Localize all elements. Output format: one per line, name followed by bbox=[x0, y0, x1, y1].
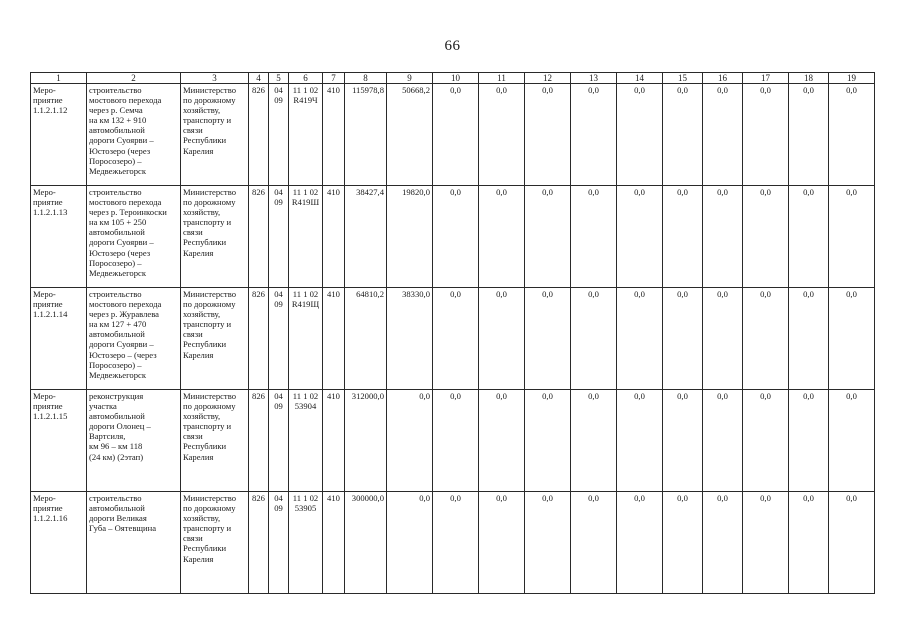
column-header-16: 16 bbox=[703, 73, 743, 84]
responsible-org-cell-line: связи bbox=[183, 431, 203, 442]
measure-name-cell-line: через р. Тероинкоски bbox=[89, 207, 167, 218]
measure-name-cell-line: мостового перехода bbox=[89, 95, 162, 106]
column-header-6: 6 bbox=[289, 73, 323, 84]
amount-col15-cell: 0,0 bbox=[663, 492, 703, 594]
amount-col15-cell: 0,0 bbox=[663, 84, 703, 186]
amount-col10-cell: 0,0 bbox=[433, 84, 479, 186]
table-header-row bbox=[31, 73, 875, 84]
responsible-org-cell-line: транспорту и bbox=[183, 115, 232, 126]
amount-col10-cell: 0,0 bbox=[433, 288, 479, 390]
amount-col19-cell: 0,0 bbox=[829, 288, 875, 390]
measure-name-cell-line: дороги Суоярви – bbox=[89, 135, 154, 146]
target-article-cell bbox=[289, 84, 323, 186]
measure-id-cell-line: приятие bbox=[33, 95, 63, 106]
measure-name-cell-line: мостового перехода bbox=[89, 299, 162, 310]
measure-name-cell-line: на км 105 + 250 bbox=[89, 217, 147, 228]
column-header-18: 18 bbox=[789, 73, 829, 84]
target-article-cell-line: 53904 bbox=[294, 401, 317, 412]
table-row bbox=[31, 288, 875, 390]
measure-name-cell-line: (24 км) (2этап) bbox=[89, 451, 144, 462]
table-row bbox=[31, 186, 875, 288]
table-row bbox=[31, 390, 875, 492]
measure-name-cell bbox=[87, 492, 181, 594]
measure-name-cell bbox=[87, 84, 181, 186]
responsible-org-cell-line: по дорожному bbox=[183, 197, 236, 208]
table-row bbox=[31, 492, 875, 594]
amount-col18-cell: 0,0 bbox=[789, 390, 829, 492]
measure-id-cell bbox=[31, 186, 87, 288]
amount-col12-cell: 0,0 bbox=[525, 492, 571, 594]
amount-col16-cell: 0,0 bbox=[703, 186, 743, 288]
amount-col13-cell: 0,0 bbox=[571, 288, 617, 390]
amount-col15-cell: 0,0 bbox=[663, 390, 703, 492]
responsible-org-cell-line: связи bbox=[183, 533, 203, 544]
responsible-org-cell-line: по дорожному bbox=[183, 299, 236, 310]
measure-name-cell-line: Медвежьегорск bbox=[89, 267, 146, 278]
measure-name-cell-line: Вартсиля, bbox=[89, 431, 126, 442]
measure-name-cell-line: Юстозеро – (через bbox=[89, 349, 157, 360]
measure-id-cell-line: приятие bbox=[33, 197, 63, 208]
responsible-org-cell-line: хозяйству, bbox=[183, 513, 221, 524]
table-row bbox=[31, 84, 875, 186]
measure-id-cell-line: 1.1.2.1.12 bbox=[33, 105, 68, 116]
amount-col11-cell: 0,0 bbox=[479, 186, 525, 288]
target-article-cell-line: R419Щ bbox=[291, 299, 320, 310]
amount-col13-cell: 0,0 bbox=[571, 492, 617, 594]
target-article-cell-line: 11 1 02 bbox=[292, 187, 319, 197]
measure-name-cell-line: Юстозеро (через bbox=[89, 145, 151, 156]
measure-id-cell bbox=[31, 84, 87, 186]
measure-name-cell-line: дороги Суоярви – bbox=[89, 237, 154, 248]
amount-col8-cell: 115978,8 bbox=[345, 84, 387, 186]
amount-col8-cell: 312000,0 bbox=[345, 390, 387, 492]
responsible-org-cell bbox=[181, 492, 249, 594]
amount-col8-cell: 64810,2 bbox=[345, 288, 387, 390]
amount-col18-cell: 0,0 bbox=[789, 186, 829, 288]
measure-name-cell-line: мостового перехода bbox=[89, 197, 162, 208]
section-code-cell-line: 04 bbox=[274, 391, 283, 401]
expense-type-cell: 410 bbox=[323, 492, 345, 594]
responsible-org-cell-line: Карелия bbox=[183, 451, 214, 462]
amount-col11-cell: 0,0 bbox=[479, 84, 525, 186]
responsible-org-cell-line: Министерство bbox=[183, 493, 236, 503]
target-article-cell bbox=[289, 186, 323, 288]
section-code-cell bbox=[269, 84, 289, 186]
amount-col15-cell: 0,0 bbox=[663, 186, 703, 288]
responsible-org-cell bbox=[181, 390, 249, 492]
target-article-cell bbox=[289, 288, 323, 390]
measure-name-cell-line: участка bbox=[89, 401, 117, 412]
responsible-org-cell-line: по дорожному bbox=[183, 401, 236, 412]
amount-col16-cell: 0,0 bbox=[703, 84, 743, 186]
amount-col10-cell: 0,0 bbox=[433, 492, 479, 594]
measure-name-cell bbox=[87, 186, 181, 288]
measure-name-cell-line: через р. Журавлева bbox=[89, 309, 159, 320]
responsible-org-cell-line: связи bbox=[183, 125, 203, 136]
grbs-code-cell: 826 bbox=[249, 288, 269, 390]
amount-col9-cell: 0,0 bbox=[387, 390, 433, 492]
amount-col19-cell: 0,0 bbox=[829, 390, 875, 492]
column-header-2: 2 bbox=[87, 73, 181, 84]
section-code-cell-line: 04 bbox=[274, 289, 283, 299]
column-header-15: 15 bbox=[663, 73, 703, 84]
target-article-cell-line: 11 1 02 bbox=[292, 493, 319, 503]
grbs-code-cell: 826 bbox=[249, 492, 269, 594]
amount-col19-cell: 0,0 bbox=[829, 186, 875, 288]
section-code-cell-line: 09 bbox=[274, 503, 283, 514]
amount-col14-cell: 0,0 bbox=[617, 288, 663, 390]
responsible-org-cell-line: хозяйству, bbox=[183, 105, 221, 116]
grbs-code-cell: 826 bbox=[249, 390, 269, 492]
amount-col12-cell: 0,0 bbox=[525, 288, 571, 390]
column-header-11: 11 bbox=[479, 73, 525, 84]
column-header-12: 12 bbox=[525, 73, 571, 84]
responsible-org-cell-line: связи bbox=[183, 329, 203, 340]
column-header-8: 8 bbox=[345, 73, 387, 84]
amount-col19-cell: 0,0 bbox=[829, 84, 875, 186]
section-code-cell-line: 09 bbox=[274, 197, 283, 208]
amount-col17-cell: 0,0 bbox=[743, 186, 789, 288]
section-code-cell-line: 09 bbox=[274, 401, 283, 412]
amount-col10-cell: 0,0 bbox=[433, 186, 479, 288]
section-code-cell bbox=[269, 492, 289, 594]
measure-name-cell-line: дороги Великая bbox=[89, 513, 147, 524]
amount-col17-cell: 0,0 bbox=[743, 288, 789, 390]
measure-name-cell-line: дороги Олонец – bbox=[89, 421, 151, 432]
amount-col11-cell: 0,0 bbox=[479, 492, 525, 594]
amount-col11-cell: 0,0 bbox=[479, 390, 525, 492]
measure-id-cell bbox=[31, 390, 87, 492]
responsible-org-cell-line: Карелия bbox=[183, 553, 214, 564]
section-code-cell bbox=[269, 288, 289, 390]
measure-id-cell-line: Меро- bbox=[33, 391, 56, 401]
column-header-7: 7 bbox=[323, 73, 345, 84]
column-header-4: 4 bbox=[249, 73, 269, 84]
expense-type-cell: 410 bbox=[323, 288, 345, 390]
column-header-13: 13 bbox=[571, 73, 617, 84]
budget-table bbox=[30, 72, 875, 594]
grbs-code-cell: 826 bbox=[249, 84, 269, 186]
measure-name-cell-line: Юстозеро (через bbox=[89, 247, 151, 258]
measure-id-cell-line: 1.1.2.1.16 bbox=[33, 513, 68, 524]
column-header-14: 14 bbox=[617, 73, 663, 84]
page-number: 66 bbox=[444, 38, 461, 54]
responsible-org-cell-line: хозяйству, bbox=[183, 207, 221, 218]
amount-col17-cell: 0,0 bbox=[743, 84, 789, 186]
amount-col11-cell: 0,0 bbox=[479, 288, 525, 390]
measure-name-cell-line: строительство bbox=[89, 85, 142, 95]
measure-name-cell-line: автомобильной bbox=[89, 411, 145, 422]
amount-col18-cell: 0,0 bbox=[789, 492, 829, 594]
measure-name-cell-line: строительство bbox=[89, 187, 142, 197]
responsible-org-cell-line: связи bbox=[183, 227, 203, 238]
amount-col10-cell: 0,0 bbox=[433, 390, 479, 492]
measure-name-cell-line: строительство bbox=[89, 493, 142, 503]
responsible-org-cell-line: хозяйству, bbox=[183, 309, 221, 320]
measure-id-cell-line: Меро- bbox=[33, 85, 56, 95]
measure-id-cell-line: 1.1.2.1.13 bbox=[33, 207, 68, 218]
section-code-cell-line: 04 bbox=[274, 493, 283, 503]
responsible-org-cell-line: по дорожному bbox=[183, 503, 236, 514]
target-article-cell-line: 11 1 02 bbox=[292, 289, 319, 299]
amount-col14-cell: 0,0 bbox=[617, 84, 663, 186]
measure-id-cell-line: Меро- bbox=[33, 187, 56, 197]
section-code-cell bbox=[269, 186, 289, 288]
measure-id-cell-line: 1.1.2.1.15 bbox=[33, 411, 68, 422]
responsible-org-cell-line: транспорту и bbox=[183, 523, 232, 534]
measure-name-cell bbox=[87, 390, 181, 492]
measure-id-cell-line: 1.1.2.1.14 bbox=[33, 309, 68, 320]
section-code-cell-line: 04 bbox=[274, 187, 283, 197]
responsible-org-cell-line: транспорту и bbox=[183, 421, 232, 432]
measure-name-cell-line: км 96 – км 118 bbox=[89, 441, 143, 452]
expense-type-cell: 410 bbox=[323, 390, 345, 492]
grbs-code-cell: 826 bbox=[249, 186, 269, 288]
measure-name-cell-line: автомобильной bbox=[89, 227, 145, 238]
measure-name-cell-line: Поросозеро) – bbox=[89, 257, 142, 268]
responsible-org-cell bbox=[181, 288, 249, 390]
measure-id-cell-line: приятие bbox=[33, 401, 63, 412]
responsible-org-cell-line: Республики bbox=[183, 339, 227, 350]
section-code-cell-line: 04 bbox=[274, 85, 283, 95]
section-code-cell-line: 09 bbox=[274, 95, 283, 106]
measure-name-cell-line: Медвежьегорск bbox=[89, 369, 146, 380]
responsible-org-cell-line: транспорту и bbox=[183, 319, 232, 330]
column-header-17: 17 bbox=[743, 73, 789, 84]
column-header-1: 1 bbox=[31, 73, 87, 84]
measure-name-cell-line: Поросозеро) – bbox=[89, 155, 142, 166]
amount-col14-cell: 0,0 bbox=[617, 492, 663, 594]
responsible-org-cell-line: Карелия bbox=[183, 145, 214, 156]
responsible-org-cell-line: Республики bbox=[183, 237, 227, 248]
measure-id-cell bbox=[31, 492, 87, 594]
amount-col9-cell: 19820,0 bbox=[387, 186, 433, 288]
measure-id-cell-line: приятие bbox=[33, 503, 63, 514]
measure-name-cell-line: через р. Семча bbox=[89, 105, 143, 116]
measure-name-cell-line: Губа – Оятевщина bbox=[89, 523, 157, 534]
responsible-org-cell-line: хозяйству, bbox=[183, 411, 221, 422]
measure-name-cell-line: реконструкция bbox=[89, 391, 144, 401]
responsible-org-cell-line: Министерство bbox=[183, 289, 236, 299]
column-header-3: 3 bbox=[181, 73, 249, 84]
target-article-cell-line: 53905 bbox=[294, 503, 317, 514]
section-code-cell-line: 09 bbox=[274, 299, 283, 310]
expense-type-cell: 410 bbox=[323, 84, 345, 186]
responsible-org-cell-line: Министерство bbox=[183, 85, 236, 95]
measure-id-cell-line: Меро- bbox=[33, 493, 56, 503]
measure-id-cell-line: приятие bbox=[33, 299, 63, 310]
amount-col16-cell: 0,0 bbox=[703, 492, 743, 594]
responsible-org-cell-line: Республики bbox=[183, 135, 227, 146]
responsible-org-cell bbox=[181, 186, 249, 288]
target-article-cell-line: 11 1 02 bbox=[292, 85, 319, 95]
amount-col14-cell: 0,0 bbox=[617, 390, 663, 492]
amount-col12-cell: 0,0 bbox=[525, 84, 571, 186]
amount-col17-cell: 0,0 bbox=[743, 492, 789, 594]
target-article-cell bbox=[289, 390, 323, 492]
responsible-org-cell-line: Карелия bbox=[183, 247, 214, 258]
amount-col18-cell: 0,0 bbox=[789, 84, 829, 186]
amount-col9-cell: 50668,2 bbox=[387, 84, 433, 186]
responsible-org-cell-line: по дорожному bbox=[183, 95, 236, 106]
measure-id-cell-line: Меро- bbox=[33, 289, 56, 299]
responsible-org-cell-line: Министерство bbox=[183, 391, 236, 401]
target-article-cell-line: 11 1 02 bbox=[292, 391, 319, 401]
amount-col12-cell: 0,0 bbox=[525, 390, 571, 492]
amount-col13-cell: 0,0 bbox=[571, 390, 617, 492]
responsible-org-cell-line: Карелия bbox=[183, 349, 214, 360]
measure-name-cell-line: автомобильной bbox=[89, 329, 145, 340]
measure-name-cell-line: автомобильной bbox=[89, 503, 145, 514]
measure-name-cell-line: Поросозеро) – bbox=[89, 359, 142, 370]
amount-col18-cell: 0,0 bbox=[789, 288, 829, 390]
expense-type-cell: 410 bbox=[323, 186, 345, 288]
measure-name-cell-line: строительство bbox=[89, 289, 142, 299]
amount-col8-cell: 38427,4 bbox=[345, 186, 387, 288]
measure-name-cell-line: дороги Суоярви – bbox=[89, 339, 154, 350]
column-header-19: 19 bbox=[829, 73, 875, 84]
amount-col12-cell: 0,0 bbox=[525, 186, 571, 288]
amount-col8-cell: 300000,0 bbox=[345, 492, 387, 594]
amount-col13-cell: 0,0 bbox=[571, 84, 617, 186]
target-article-cell bbox=[289, 492, 323, 594]
measure-name-cell-line: автомобильной bbox=[89, 125, 145, 136]
target-article-cell-line: R419Ш bbox=[291, 197, 320, 208]
measure-name-cell-line: Медвежьегорск bbox=[89, 165, 146, 176]
amount-col16-cell: 0,0 bbox=[703, 288, 743, 390]
section-code-cell bbox=[269, 390, 289, 492]
amount-col14-cell: 0,0 bbox=[617, 186, 663, 288]
responsible-org-cell-line: Республики bbox=[183, 441, 227, 452]
amount-col17-cell: 0,0 bbox=[743, 390, 789, 492]
column-header-9: 9 bbox=[387, 73, 433, 84]
column-header-5: 5 bbox=[269, 73, 289, 84]
responsible-org-cell-line: Министерство bbox=[183, 187, 236, 197]
measure-name-cell bbox=[87, 288, 181, 390]
responsible-org-cell bbox=[181, 84, 249, 186]
measure-name-cell-line: на км 127 + 470 bbox=[89, 319, 147, 330]
amount-col9-cell: 0,0 bbox=[387, 492, 433, 594]
amount-col19-cell: 0,0 bbox=[829, 492, 875, 594]
target-article-cell-line: R419Ч bbox=[293, 95, 318, 106]
amount-col16-cell: 0,0 bbox=[703, 390, 743, 492]
measure-id-cell bbox=[31, 288, 87, 390]
amount-col15-cell: 0,0 bbox=[663, 288, 703, 390]
column-header-10: 10 bbox=[433, 73, 479, 84]
amount-col9-cell: 38330,0 bbox=[387, 288, 433, 390]
measure-name-cell-line: на км 132 + 910 bbox=[89, 115, 147, 126]
amount-col13-cell: 0,0 bbox=[571, 186, 617, 288]
responsible-org-cell-line: Республики bbox=[183, 543, 227, 554]
responsible-org-cell-line: транспорту и bbox=[183, 217, 232, 228]
